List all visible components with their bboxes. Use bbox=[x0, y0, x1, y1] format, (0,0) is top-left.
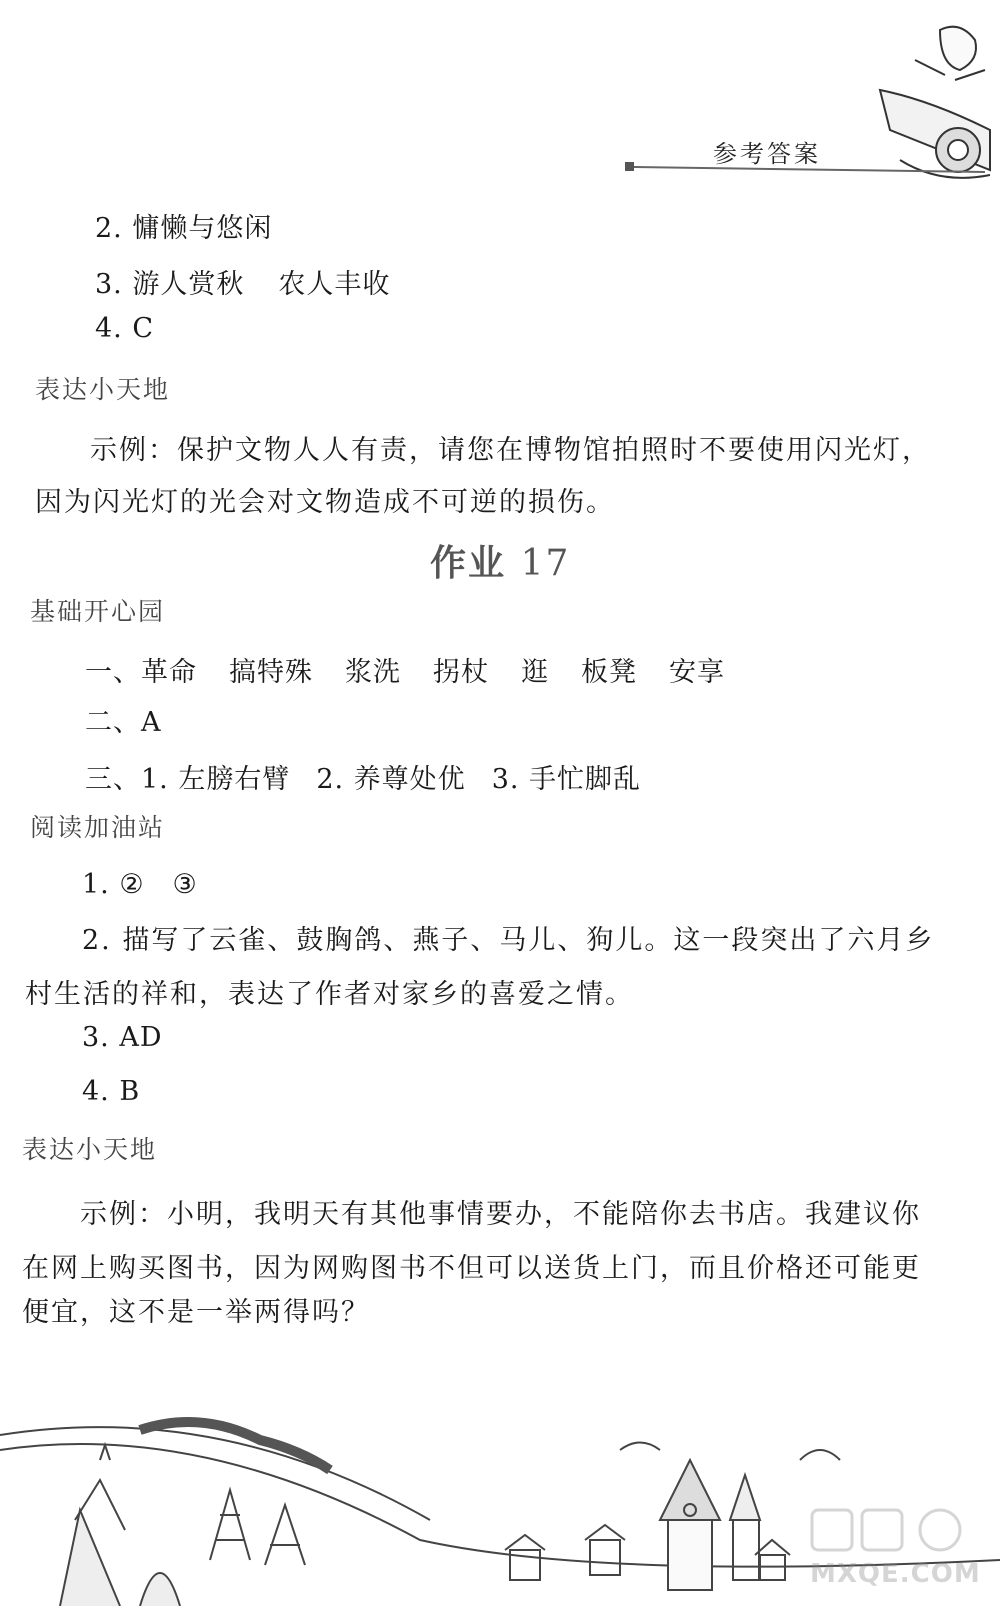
basics-q2: 二、A bbox=[85, 707, 162, 738]
assignment-title bbox=[430, 535, 570, 586]
q1-word: 板凳 bbox=[581, 657, 637, 688]
section-express-1: 表达小天地 bbox=[35, 375, 171, 404]
assignment-title-text: 作业 bbox=[430, 543, 507, 584]
express-example-line2: 因为闪光灯的光会对文物造成不可逆的损伤。 bbox=[35, 487, 615, 518]
reading-a2-line2: 村生活的祥和，表达了作者对家乡的喜爱之情。 bbox=[25, 979, 634, 1010]
q1-word: 安享 bbox=[669, 657, 725, 688]
rocket-kid-illustration bbox=[880, 27, 990, 178]
answer-3a: 3. 游人赏秋 bbox=[95, 269, 245, 300]
q1-word: 搞特殊 bbox=[229, 657, 313, 688]
reading-a4: 4. B bbox=[82, 1076, 141, 1107]
basics-q1 bbox=[85, 650, 725, 689]
section-reading: 阅读加油站 bbox=[30, 813, 166, 842]
express2-line2: 在网上购买图书，因为网购图书不但可以送货上门，而且价格还可能更 bbox=[22, 1253, 921, 1284]
basics-q3 bbox=[85, 757, 641, 796]
assignment-number: 17 bbox=[520, 543, 571, 584]
watermark-url: MXQE.COM bbox=[810, 1559, 981, 1589]
express-example-line1: 示例：保护文物人人有责，请您在博物馆拍照时不要使用闪光灯， bbox=[90, 435, 931, 466]
reading-a1: 1. ② ③ bbox=[82, 869, 198, 900]
watermark-logo-graphic bbox=[810, 1505, 980, 1555]
header-rule-marker bbox=[625, 162, 634, 171]
section-basics: 基础开心园 bbox=[30, 597, 166, 626]
q1-word: 拐杖 bbox=[433, 657, 489, 688]
answer-3b: 农人丰收 bbox=[278, 269, 391, 300]
q3-item: 1. 左膀右臂 bbox=[141, 764, 291, 795]
header-decoration bbox=[0, 0, 1000, 200]
q1-word: 浆洗 bbox=[345, 657, 401, 688]
q1-word: 革命 bbox=[141, 657, 197, 688]
answer-2: 2. 慵懒与悠闲 bbox=[95, 213, 273, 244]
section-express-2: 表达小天地 bbox=[22, 1135, 158, 1164]
q1-prefix: 一、 bbox=[85, 657, 141, 688]
q3-item: 2. 养尊处优 bbox=[316, 764, 466, 795]
express2-line1: 示例：小明，我明天有其他事情要办，不能陪你去书店。我建议你 bbox=[80, 1199, 921, 1230]
header-label: 参考答案 bbox=[713, 140, 821, 168]
q3-item: 3. 手忙脚乱 bbox=[491, 764, 642, 795]
reading-a3: 3. AD bbox=[82, 1022, 163, 1053]
q3-prefix: 三、 bbox=[85, 764, 141, 795]
answer-3 bbox=[95, 262, 390, 301]
express2-line3: 便宜，这不是一举两得吗？ bbox=[22, 1297, 370, 1328]
answer-4: 4. C bbox=[95, 313, 155, 344]
reading-a2-line1: 2. 描写了云雀、鼓胸鸽、燕子、马儿、狗儿。这一段突出了六月乡 bbox=[82, 925, 935, 956]
watermark-logo bbox=[810, 1505, 980, 1595]
q1-word: 逛 bbox=[521, 657, 549, 688]
